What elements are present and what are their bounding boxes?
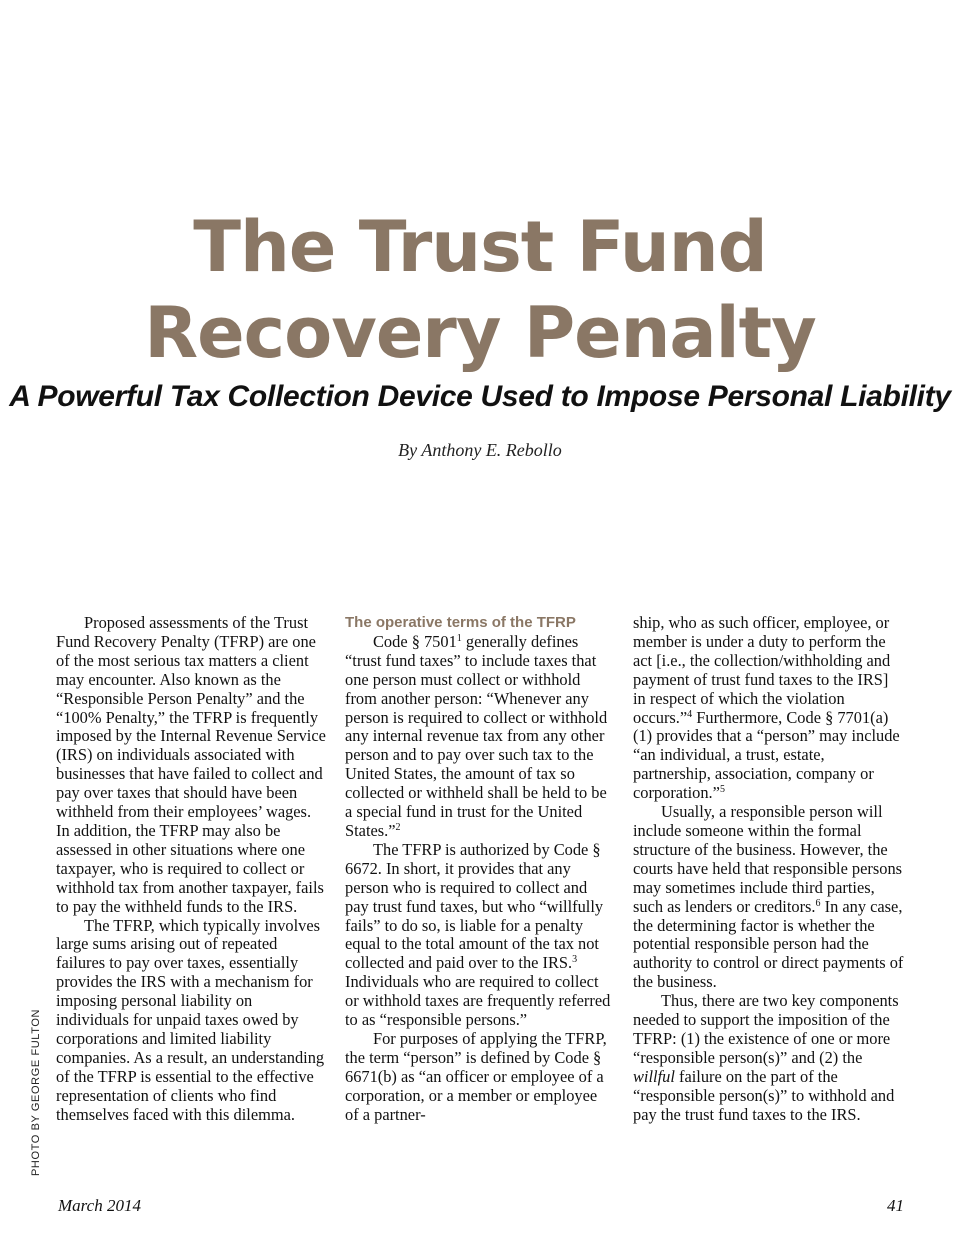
footnote-ref: 6: [815, 897, 821, 909]
text-run: failure on the part of the “responsible person(s)” to withhold and pay the trust fund taxes to the IRS.: [633, 1066, 895, 1124]
text-run: In any case, the determining factor is whether the potential responsible person had the authority to control or direct payments of the business.: [633, 896, 904, 992]
text-run: Thus, there are two key components needed to support the imposition of the TFRP: (1) the existence of one or more “responsible person(s)” and (2) the: [633, 991, 899, 1067]
paragraph: [633, 992, 905, 1124]
section-heading: The operative terms of the TFRP: [345, 614, 576, 631]
text-run: generally defines “trust fund taxes” to include taxes that one person must collect or withhold from another person: “Whenever any person is required to collect or withhold any internal revenue tax from any other person and to pay over such tax to the United States, the amount of tax so collected or withheld shall be held to be a special fund in trust for the United States.”: [345, 631, 608, 840]
footnote-ref: 4: [687, 708, 693, 720]
footnote-ref: 5: [719, 784, 725, 796]
paragraph: [633, 803, 905, 992]
text-run: Furthermore, Code § 7701(a)(1) provides that a “person” may include “an individual, a trust, estate, partnership, association, company or corporation.”: [633, 707, 900, 803]
text-run: The TFRP is authorized by Code § 6672. In short, it provides that any person who is required to collect and pay trust fund taxes, but who “willfully fails” to do so, is liable for a penalty equal to the total amount of the tax not collected and paid over to the IRS.: [345, 839, 604, 973]
paragraph: [633, 614, 905, 803]
article-title-line-2: Recovery Penalty: [144, 292, 816, 374]
paragraph: For purposes of applying the TFRP, the term “person” is defined by Code § 6671(b) as “an officer or employee of a corporation, or a member or employee of a partner-: [345, 1028, 607, 1124]
issue-date: March 2014: [58, 1196, 141, 1215]
emphasis: willful: [633, 1066, 675, 1086]
text-run: Usually, a responsible person will include someone within the formal structure of the business. However, the courts have held that responsible persons may sometimes include third parties, such as lenders or creditors.: [633, 802, 903, 916]
paragraph: Proposed assessments of the Trust Fund Recovery Penalty (TFRP) are one of the most serious tax matters a client may encounter. Also known as the “Responsible Person Penalty” and the “100% Penalty,” the TFRP is frequently imposed by the Internal Revenue Service (IRS) on individuals associated with businesses that have failed to collect and pay over taxes that should have been withheld from their employees’ wages. In addition, the TFRP may also be assessed in other situations where one taxpayer, who is required to collect or withhold tax from another taxpayer, fails to pay the withheld funds to the IRS.: [56, 613, 326, 916]
text-run: Code § 7501: [373, 631, 457, 651]
article-title-line-1: The Trust Fund: [193, 206, 767, 288]
page-number: 41: [887, 1196, 904, 1215]
footnote-ref: 2: [395, 821, 401, 833]
text-run: ship, who as such officer, employee, or member is under a duty to perform the act [i.e., the collection/withholding and payment of trust fund taxes to the IRS] in respect of which the violation occurs.”: [633, 613, 891, 727]
column-2: [345, 614, 613, 1124]
column-3: [633, 614, 905, 1124]
text-run: Individuals who are required to collect or withhold taxes are frequently referred to as “responsible persons.”: [345, 972, 611, 1030]
paragraph: [345, 633, 613, 841]
footnote-ref: 1: [456, 632, 462, 644]
byline: By Anthony E. Rebollo: [398, 440, 562, 460]
footnote-ref: 3: [572, 954, 578, 966]
paragraph: [345, 841, 613, 1030]
photo-credit: PHOTO BY GEORGE FULTON: [30, 1008, 42, 1176]
paragraph: The TFRP, which typically involves large sums arising out of repeated failures to pay over taxes, essentially provides the IRS with a mechanism for imposing personal liability on individuals for unpaid taxes owed by corporations and limited liability companies. As a result, an understanding of the TFRP is essential to the effective representation of clients who find themselves faced with this dilemma.: [56, 915, 325, 1124]
column-1: [56, 614, 326, 1124]
article-subtitle: A Powerful Tax Collection Device Used to Impose Personal Liability: [9, 380, 951, 413]
